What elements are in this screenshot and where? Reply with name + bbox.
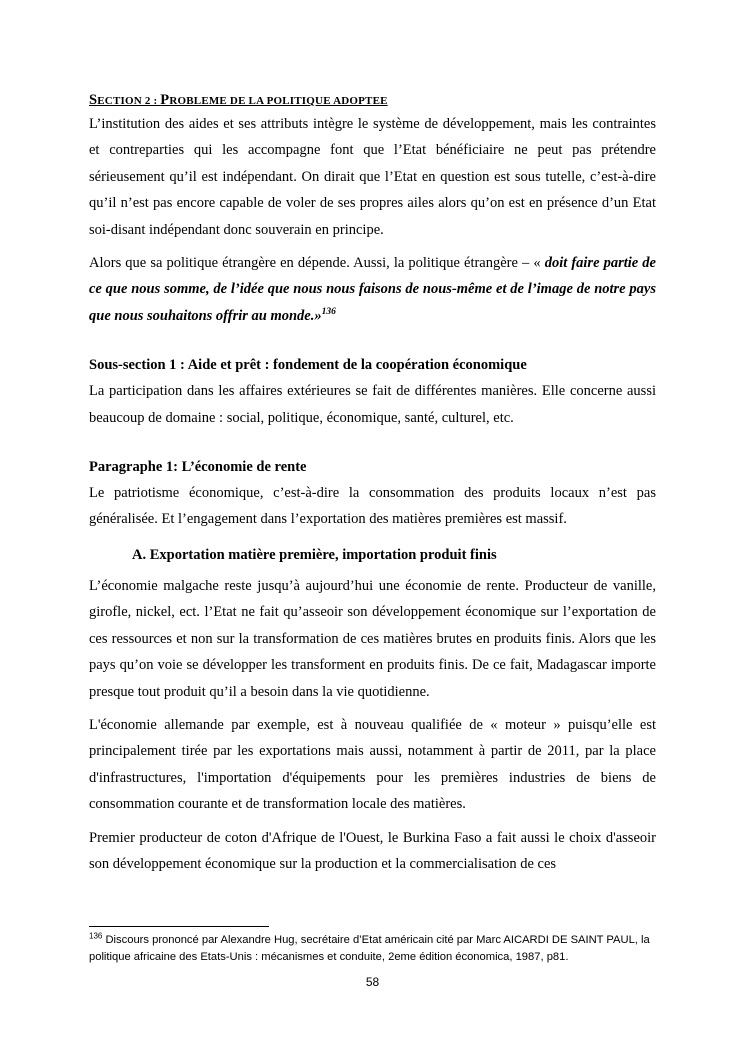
page-content <box>89 90 656 877</box>
section-heading <box>89 90 656 111</box>
page-number: 58 <box>365 975 380 989</box>
subheading-a: A. Exportation matière première, importation produit finis <box>132 546 497 563</box>
subsection-heading: Sous-section 1 : Aide et prêt : fondement de la coopération économique <box>89 357 527 374</box>
section-prefix-rest: ECTION 2 : <box>97 95 161 107</box>
paragraph-burkina-faso: Premier producteur de coton d'Afrique de l'Ouest, le Burkina Faso a fait aussi le choix d'asseoir son développement économique sur la production et la commercialisation de ces <box>89 829 656 872</box>
section-title-initial: P <box>160 92 170 108</box>
section-prefix-initial: S <box>89 92 98 108</box>
section-title-rest: ROBLEME DE LA POLITIQUE ADOPTEE <box>169 95 388 107</box>
footnote-separator <box>89 926 269 927</box>
paragraph-patriotism: Le patriotisme économique, c’est-à-dire la consommation des produits locaux n’est pas généralisée. Et l’engagement dans l’exportation des matières premières est massif. <box>89 485 656 528</box>
paragraph-malagasy-economy: L’économie malgache reste jusqu’à aujourd’hui une économie de rente. Producteur de vanille, girofle, nickel, ect. l’Etat ne fait qu’asseoir son développement économique sur l’exportation de ces ressources et non sur la transformation de ces matières brutes en produits finis. Alors que les pays qu’on voie se développer les transforment en produits finis. De ce fait, Madagascar importe presque tout produit qu’il a besoin dans la vie quotidienne. <box>89 577 656 700</box>
foreign-policy-lead: Alors que sa politique étrangère en dépende. Aussi, la politique étrangère – « <box>89 255 545 272</box>
paragraph-foreign-policy <box>89 250 656 329</box>
footnote-reference: 136 <box>321 307 336 318</box>
foreign-policy-quote: doit faire partie de ce que nous somme, de l’idée que nous nous faisons de nous-même et de l’image de notre pays que nous souhaitons offrir au monde.» <box>89 255 656 324</box>
footnote <box>89 932 656 966</box>
paragraph-german-economy: L'économie allemande par exemple, est à nouveau qualifiée de « moteur » puisqu’elle est principalement tirée par les exportations mais aussi, notamment à partir de 2011, par la place d'infrastructures, l'importation d'équipements pour les premières industries de biens de consommation courante et de transformation locale des matières. <box>89 716 656 813</box>
footnote-number: 136 <box>89 931 103 941</box>
paragraph-participation: La participation dans les affaires extérieures se fait de différentes manières. Elle concerne aussi beaucoup de domaine : social, politique, économique, santé, culturel, etc. <box>89 383 656 426</box>
footnote-text: Discours prononcé par Alexandre Hug, secrétaire d’Etat américain cité par Marc AICARDI DE SAINT PAUL, la politique africaine des Etats-Unis : mécanismes et conduite, 2eme édition économica, 1987, p81. <box>89 934 650 963</box>
paragraph-aid-institution: L’institution des aides et ses attributs intègre le système de développement, mais les contraintes et contreparties qui les accompagne font que l’Etat bénéficiaire ne peut pas prétendre sérieusement qu’il est indépendant. On dirait que l’Etat en question est sous tutelle, c’est-à-dire qu’il n’est pas encore capable de voler de ses propres ailes alors qu’on est en présence d’un Etat soi-disant indépendant donc souverain en principe. <box>89 116 656 238</box>
paragraph-heading: Paragraphe 1: L’économie de rente <box>89 459 307 476</box>
